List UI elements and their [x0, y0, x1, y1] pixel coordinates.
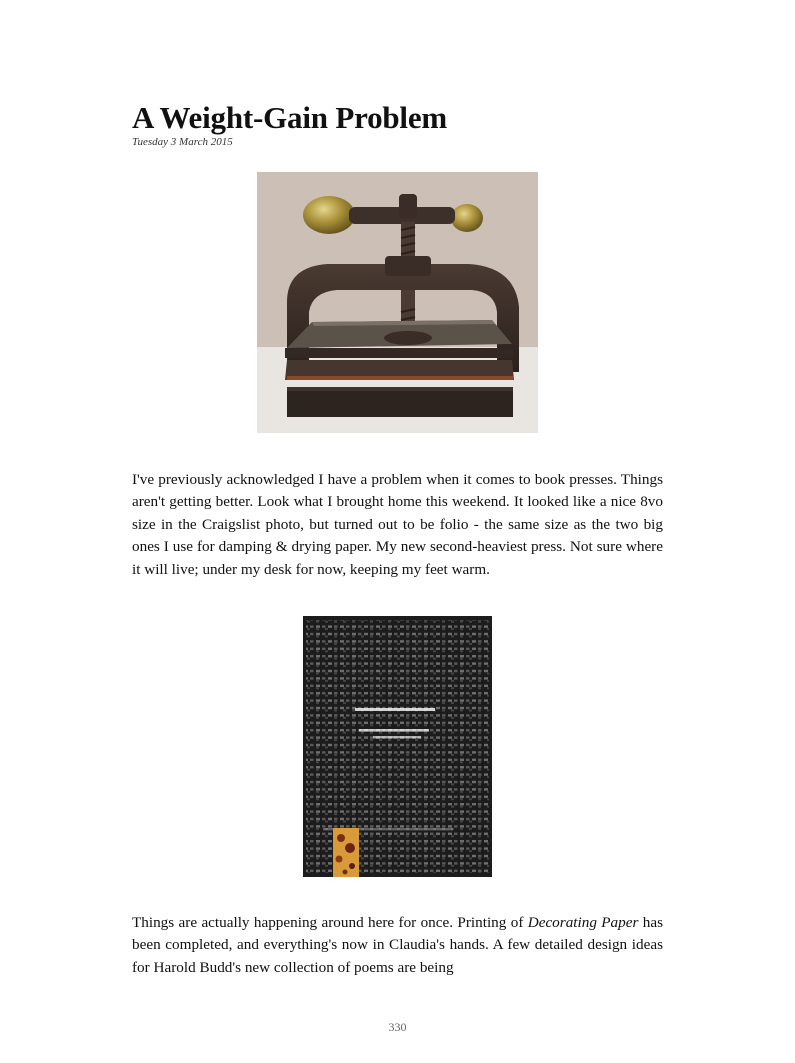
paragraph-text-start: Things are actually happening around here for once. Printing of: [132, 914, 528, 931]
paragraph-book-press: I've previously acknowledged I have a problem when it comes to book presses. Things aren't getting better. Look what I brought home this weekend. It looked like a nice 8vo size in the Craigslist photo, but turned out to be folio - the same size as the two big ones I use for damping & drying paper. My new second-heaviest press. Not sure where it will live; under my desk for now, keeping my feet warm.: [132, 471, 663, 578]
paragraph-printing-news: [132, 912, 663, 979]
book-press-illustration: [257, 172, 538, 433]
book-cover-illustration: [303, 616, 492, 877]
page-number: 330: [388, 1020, 407, 1034]
page-title: A Weight-Gain Problem: [132, 100, 448, 135]
book-press-photo: [257, 172, 538, 433]
post-date: Tuesday 3 March 2015: [132, 136, 233, 148]
decorating-paper-book-photo: [303, 616, 492, 877]
book-title-emphasis: Decorating Paper: [527, 914, 639, 931]
paragraph-text-end: has been completed, and everything's now in Claudia's hands. A few detailed design ideas for Harold Budd's new collection of poems are being: [132, 914, 663, 976]
